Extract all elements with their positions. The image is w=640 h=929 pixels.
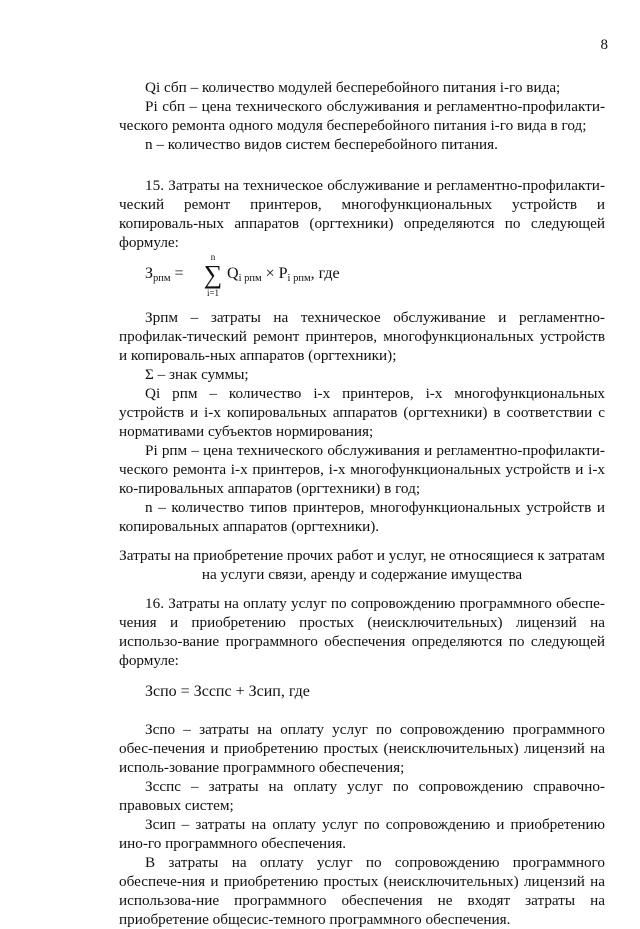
item-15-text: 15. Затраты на техническое обслуживание и регламентно-профилакти-ческий ремонт принтеров, многофункциональных устройств и копироваль-ных аппаратов (оргтехники) определяются по следующей формуле: — [119, 177, 605, 251]
def-z-sspc: Зсспс – затраты на оплату услуг по сопровождению справочно-правовых систем; — [119, 778, 605, 814]
formula-rhs: $Q_{i рпм} \times P_{i рпм}$, где — [227, 265, 340, 284]
section-heading: Затраты на приобретение прочих работ и услуг, не относящиеся к затратам на услуги связи, аренду и содержание имущества — [119, 547, 605, 583]
def-n-sbp: n – количество видов систем бесперебойного питания. — [145, 136, 498, 153]
formula-lhs: $З_{рпм}$ = — [145, 265, 184, 284]
formula-rpm — [119, 252, 605, 308]
def-sigma: Σ – знак суммы; — [145, 366, 249, 383]
item-16-text: 16. Затраты на оплату услуг по сопровождению программного обеспе-чения и приобретению простых (неисключительных) лицензий на использо-вание программного обеспечения определяются по следующей формуле: — [119, 595, 605, 669]
sum-symbol: n ∑ i=1 — [203, 252, 223, 298]
def-p-rpm: Pi рпм – цена технического обслуживания и регламентно-профилакти-ческого ремонта i-х принтеров, i-х многофункциональных устройств и i-х ко-пировальных аппаратов (оргтехники) в год; — [119, 442, 605, 497]
def-z-rpm: Зрпм – затраты на техническое обслуживание и регламентно-профилак-тический ремонт принтеров, многофункциональных устройств и копироваль-ных аппаратов (оргтехники); — [119, 309, 605, 364]
def-p-sbp: Pi сбп – цена технического обслуживания и регламентно-профилакти-ческого ремонта одного модуля бесперебойного питания i-го вида в год; — [119, 98, 605, 134]
def-z-sip: Зсип – затраты на оплату услуг по сопровождению и приобретению ино-го программного обеспечения. — [119, 816, 605, 852]
page-content — [119, 78, 605, 929]
note-paragraph: В затраты на оплату услуг по сопровождению программного обеспече-ния и приобретению простых (неисключительных) лицензий на использова-ние программного обеспечения не входят затраты на приобретение общесис-темного программного обеспечения. — [119, 854, 605, 928]
def-n-rpm: n – количество типов принтеров, многофункциональных устройств и копировальных аппаратов (оргтехники). — [119, 499, 605, 535]
formula-spo: Зспо = Зсспс + Зсип, где — [145, 683, 310, 700]
page-number: 8 — [600, 37, 608, 53]
def-q-rpm: Qi рпм – количество i-х принтеров, i-х многофункциональных устройств и i-х копировальных аппаратов (оргтехники) в соответствии с нормативами субъектов нормирования; — [119, 385, 605, 440]
def-q-sbp: Qi сбп – количество модулей бесперебойного питания i-го вида; — [145, 79, 561, 96]
def-z-spo: Зспо – затраты на оплату услуг по сопровождению программного обес-печения и приобретению простых (неисключительных) лицензий на исполь-зование программного обеспечения; — [119, 721, 605, 776]
